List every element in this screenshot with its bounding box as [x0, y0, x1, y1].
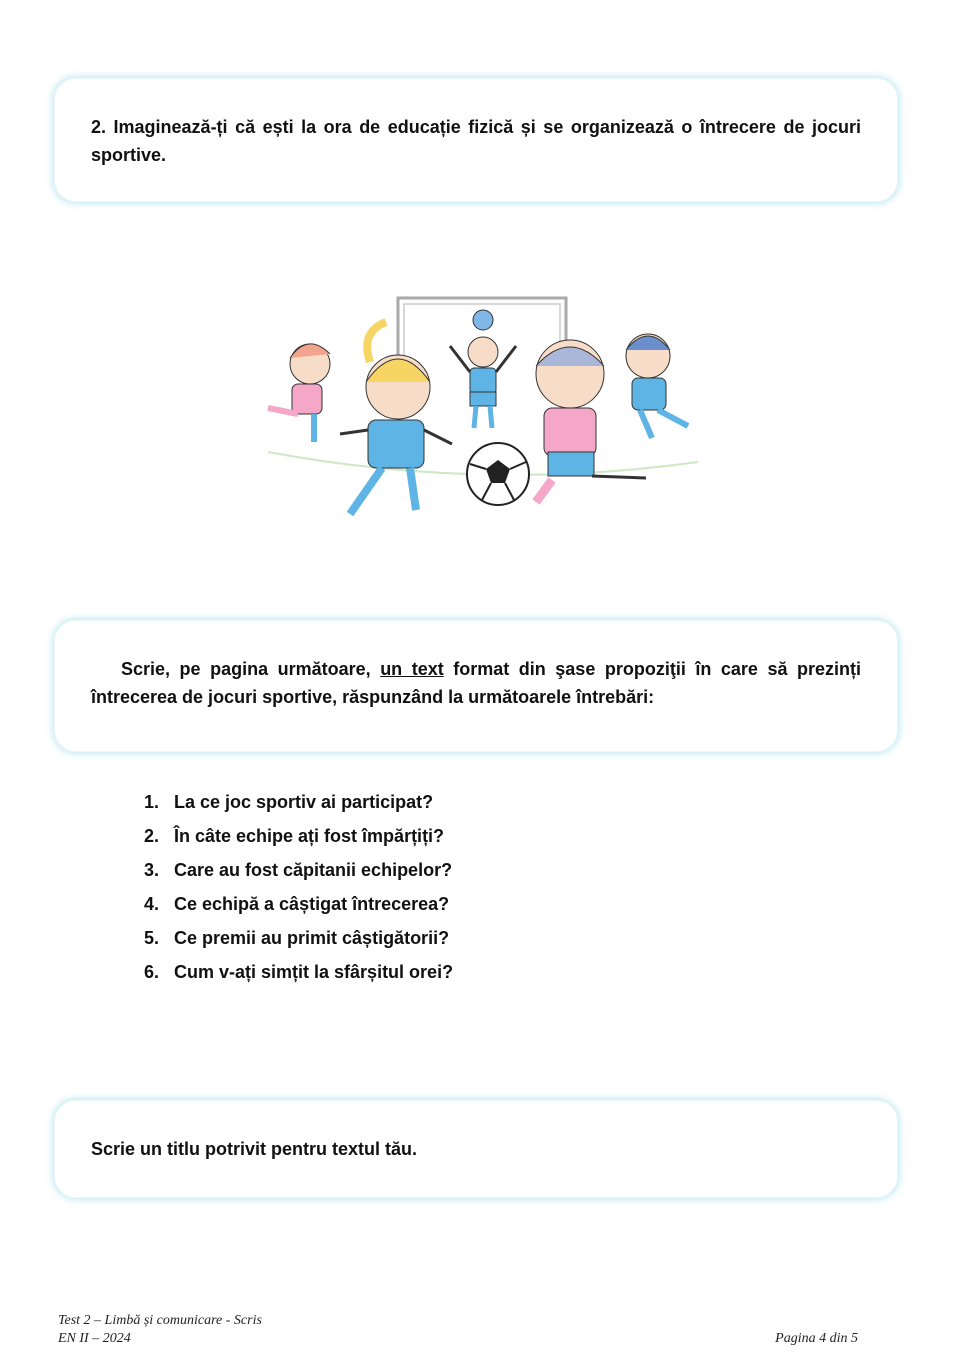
player-left-figure [268, 344, 330, 442]
football-figure [467, 443, 529, 505]
title-task-text: Scrie un titlu potrivit pentru textul tău. [91, 1139, 418, 1159]
question-list [144, 788, 453, 992]
task-box [54, 78, 898, 202]
instruction-text: Scrie, pe pagina următoare, un text format din şase propoziţii în care să prezinți întrecerea de jocuri sportive, răspunzând la următoarele întrebări: [91, 659, 861, 707]
list-item: 3. Care au fost căpitanii echipelor? [144, 860, 453, 880]
title-task-box [54, 1100, 898, 1198]
player-right-figure [626, 334, 688, 438]
girl-player-figure [340, 322, 452, 514]
footer-line2: EN II – 2024 [58, 1331, 131, 1346]
list-item: 4. Ce echipă a câștigat întrecerea? [144, 894, 450, 914]
page-footer [58, 1312, 858, 1348]
instruction-box [54, 620, 898, 752]
page-number: Pagina 4 din 5 [775, 1331, 858, 1346]
list-item: 5. Ce premii au primit câștigătorii? [144, 928, 450, 948]
list-item: 2. În câte echipe ați fost împărțiți? [144, 826, 445, 846]
children-football-illustration [248, 292, 718, 542]
underlined-text: un text [380, 659, 444, 679]
list-item: 1. La ce joc sportiv ai participat? [144, 792, 434, 812]
task-intro: 2. Imaginează-ți că ești la ora de educație fizică și se organizează o întrecere de jocuri sportive. [91, 117, 861, 165]
list-item: 6. Cum v-ați simțit la sfârșitul orei? [144, 962, 454, 982]
footer-line1: Test 2 – Limbă și comunicare - Scris [58, 1313, 262, 1328]
goalkeeper-figure [450, 310, 516, 428]
